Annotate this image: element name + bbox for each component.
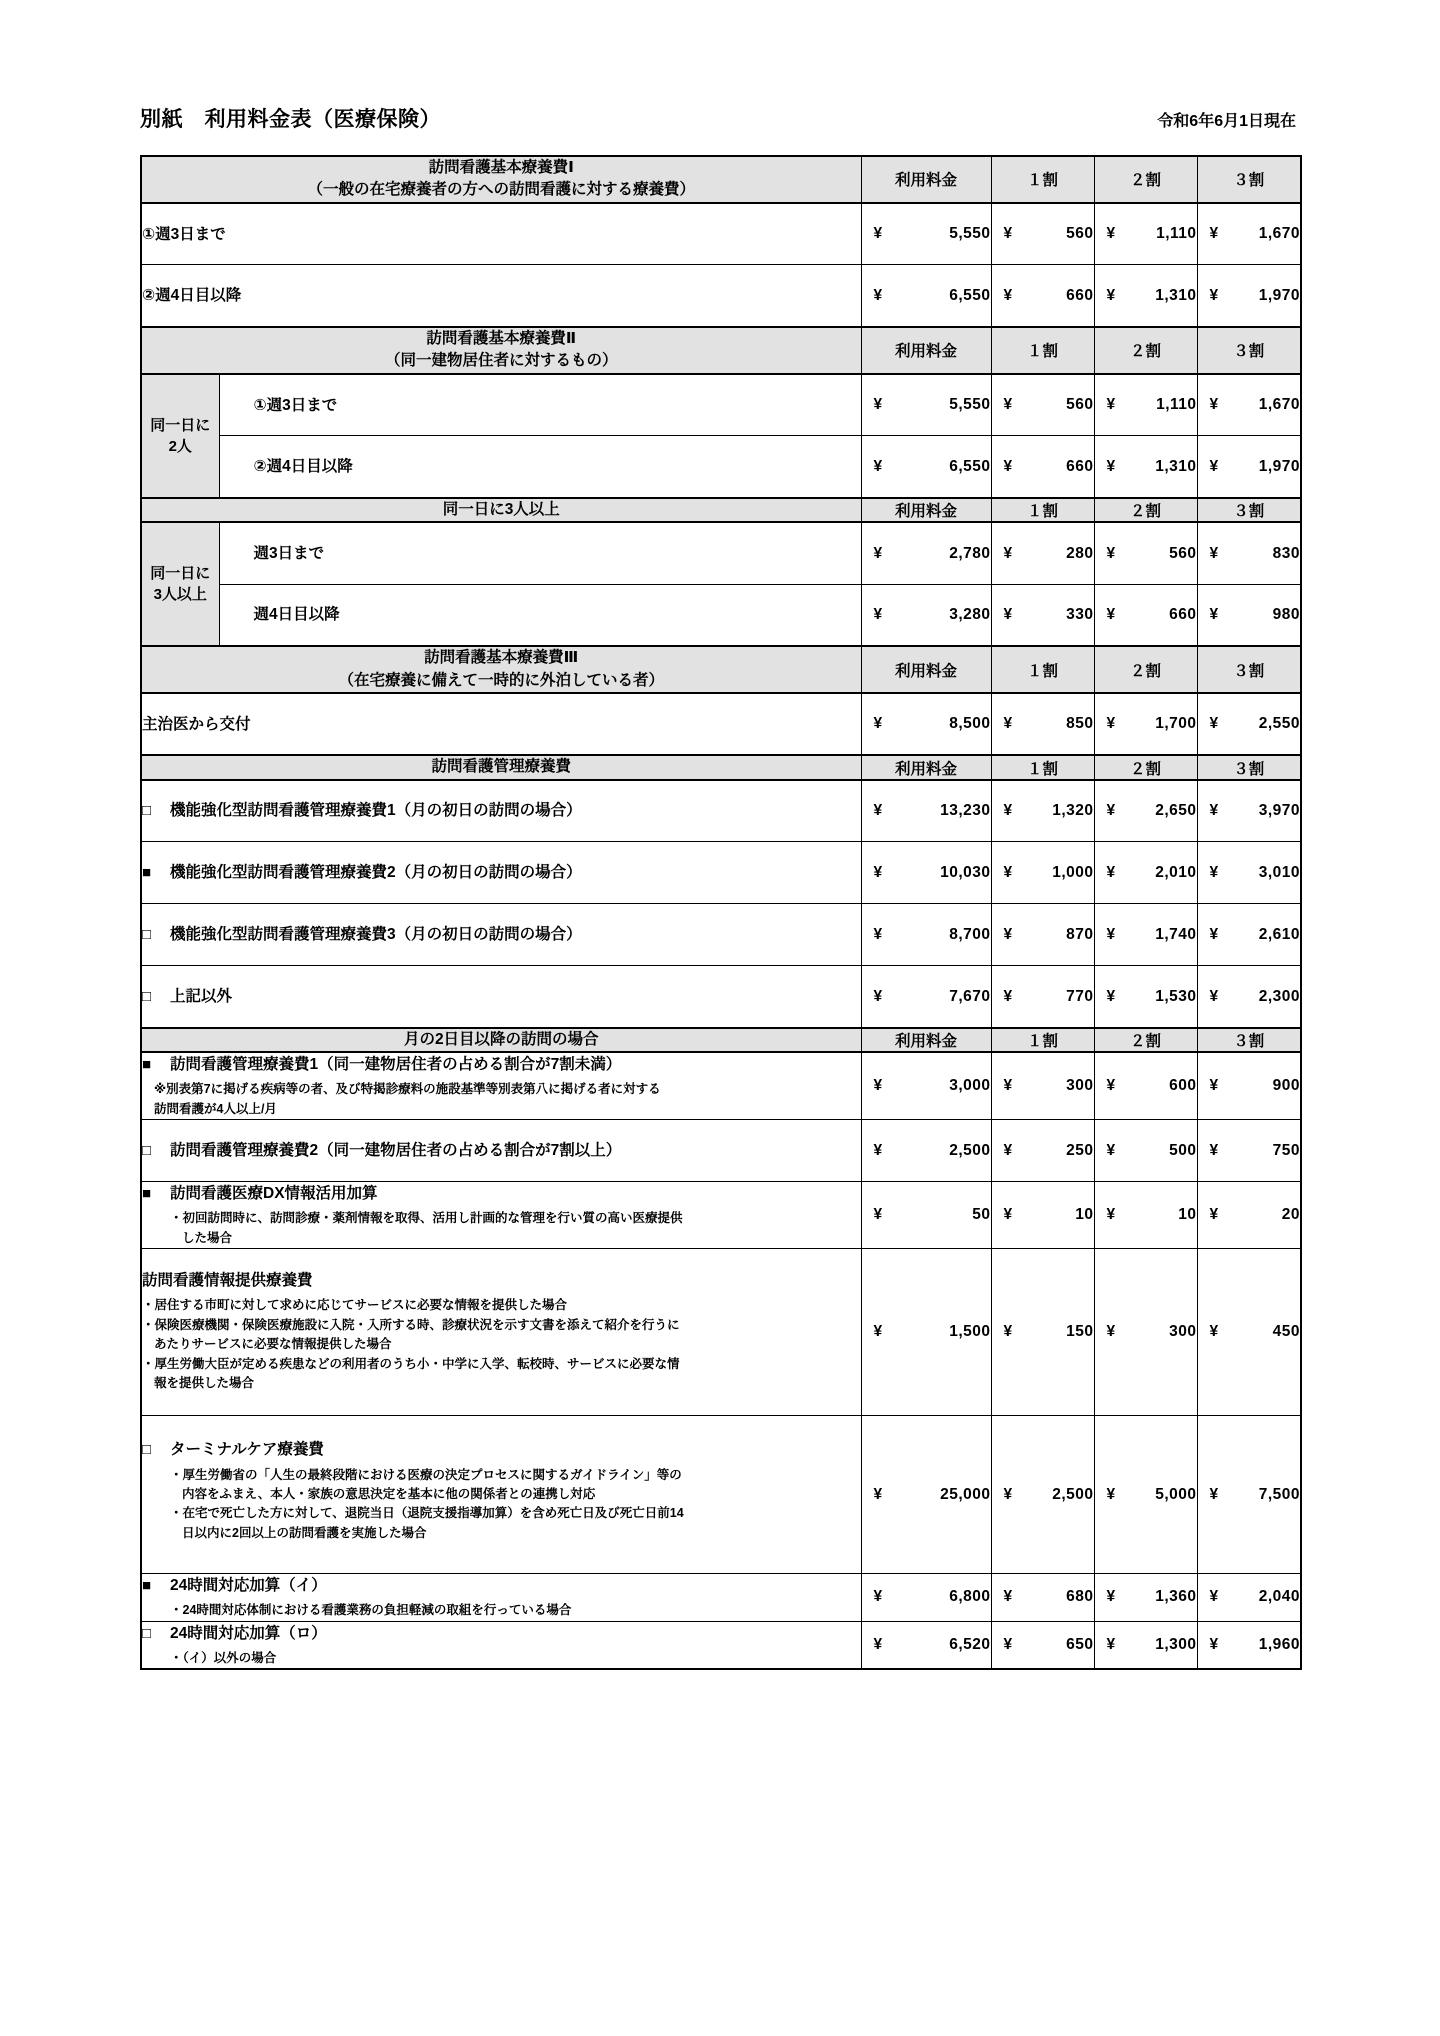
row-label: 24時間対応加算（ロ） — [170, 1624, 327, 1642]
checkbox-icon[interactable]: ■ — [142, 1577, 152, 1595]
row-notes — [142, 1649, 861, 1668]
table-row — [141, 522, 1301, 584]
row-rate2: ¥ 1,310 — [1094, 265, 1197, 327]
section-header-three-or-more — [141, 498, 1301, 522]
note-line: ・居住する市町に対して求めに応じてサービスに必要な情報を提供した場合 — [142, 1298, 568, 1313]
table-row — [141, 966, 1301, 1028]
row-rate3: ¥ 1,670 — [1197, 203, 1301, 265]
yen-sign: ¥ — [873, 1323, 883, 1341]
row-rate3: ¥ 450 — [1197, 1249, 1301, 1416]
section-title-line2: （同一建物居住者に対するもの） — [385, 352, 618, 370]
table-row — [141, 1182, 1301, 1249]
yen-sign: ¥ — [1209, 544, 1219, 562]
column-header-rate1: １割 — [991, 327, 1094, 374]
row-rate3: ¥ 980 — [1197, 584, 1301, 646]
yen-sign: ¥ — [873, 925, 883, 943]
row-label-with-checkbox — [141, 1052, 861, 1120]
row-price: ¥ 6,520 — [861, 1621, 991, 1669]
group-label-line2: 2人 — [168, 437, 192, 455]
checkbox-icon[interactable]: □ — [142, 1142, 152, 1160]
note-line: ・24時間対応体制における看護業務の負担軽減の取組を行っている場合 — [170, 1603, 572, 1618]
yen-sign: ¥ — [1003, 1636, 1013, 1654]
table-row — [141, 780, 1301, 842]
yen-sign: ¥ — [1003, 225, 1013, 243]
row-price: ¥ 50 — [861, 1182, 991, 1249]
section-header-second-day — [141, 1028, 1301, 1052]
note-line: 訪問看護が4人以上/月 — [154, 1101, 277, 1116]
yen-sign: ¥ — [1209, 925, 1219, 943]
yen-sign: ¥ — [1003, 1206, 1013, 1224]
section-header-basic3 — [141, 646, 1301, 693]
row-label: 訪問看護管理療養費2（同一建物居住者の占める割合が7割以上） — [170, 1142, 622, 1160]
yen-sign: ¥ — [873, 225, 883, 243]
yen-sign: ¥ — [1106, 925, 1116, 943]
column-header-rate2: ２割 — [1094, 498, 1197, 522]
yen-sign: ¥ — [873, 396, 883, 414]
row-rate1: ¥ 870 — [991, 904, 1094, 966]
column-header-rate1: １割 — [991, 646, 1094, 693]
yen-sign: ¥ — [1106, 544, 1116, 562]
row-label: 機能強化型訪問看護管理療養費3（月の初日の訪問の場合） — [170, 926, 582, 944]
note-line: ・在宅で死亡した方に対して、退院当日（退院支援指導加算）を含め死亡日及び死亡日前14 — [170, 1506, 684, 1521]
yen-sign: ¥ — [1003, 396, 1013, 414]
row-rate1: ¥ 660 — [991, 436, 1094, 498]
column-header-rate2: ２割 — [1094, 755, 1197, 779]
row-rate2: ¥ 1,310 — [1094, 436, 1197, 498]
yen-sign: ¥ — [1106, 802, 1116, 819]
row-rate3: ¥ 2,040 — [1197, 1574, 1301, 1622]
row-rate3: ¥ 1,970 — [1197, 436, 1301, 498]
yen-sign: ¥ — [1106, 1588, 1116, 1606]
note-line: ・保険医療機関・保険医療施設に入院・入所する時、診療状況を示す文書を添えて紹介を行うに — [142, 1317, 680, 1332]
yen-sign: ¥ — [873, 1077, 883, 1095]
column-header-rate1: １割 — [991, 755, 1094, 779]
yen-sign: ¥ — [1209, 1077, 1219, 1095]
row-rate3: ¥ 3,010 — [1197, 842, 1301, 904]
section-title-basic1 — [141, 156, 861, 203]
section-title-management: 訪問看護管理療養費 — [141, 755, 861, 779]
table-row — [141, 374, 1301, 436]
document-header — [140, 0, 1300, 155]
section-title-basic2 — [141, 327, 861, 374]
yen-sign: ¥ — [1209, 225, 1219, 243]
table-row — [141, 842, 1301, 904]
yen-sign: ¥ — [1106, 1206, 1116, 1224]
table-row — [141, 1621, 1301, 1669]
row-notes — [142, 1209, 861, 1248]
table-row — [141, 1416, 1301, 1574]
yen-sign: ¥ — [873, 1206, 883, 1224]
yen-sign: ¥ — [873, 544, 883, 562]
row-rate3: ¥ 1,970 — [1197, 265, 1301, 327]
yen-sign: ¥ — [1209, 863, 1219, 881]
note-line: あたりサービスに必要な情報提供した場合 — [154, 1337, 392, 1352]
section-title-second-day: 月の2日目以降の訪問の場合 — [141, 1028, 861, 1052]
yen-sign: ¥ — [1209, 1485, 1219, 1503]
row-price: ¥ 5,550 — [861, 374, 991, 436]
column-header-rate1: １割 — [991, 156, 1094, 203]
row-price: ¥ 13,230 — [861, 780, 991, 842]
row-rate2: ¥ 1,700 — [1094, 693, 1197, 755]
yen-sign: ¥ — [1106, 987, 1116, 1005]
row-notes — [142, 1296, 861, 1393]
row-rate1: ¥ 1,320 — [991, 780, 1094, 842]
row-rate3: ¥ 750 — [1197, 1120, 1301, 1182]
row-label-with-checkbox — [141, 904, 861, 966]
yen-sign: ¥ — [1209, 286, 1219, 304]
yen-sign: ¥ — [1106, 286, 1116, 304]
row-label-with-checkbox — [141, 1182, 861, 1249]
row-label: 訪問看護医療DX情報活用加算 — [170, 1185, 378, 1203]
yen-sign: ¥ — [1003, 715, 1013, 733]
section-header-basic2 — [141, 327, 1301, 374]
row-price: ¥ 8,700 — [861, 904, 991, 966]
group-label-line1: 同一日に — [150, 565, 211, 583]
table-row — [141, 1249, 1301, 1416]
row-label-with-checkbox — [141, 1621, 861, 1669]
column-header-rate1: １割 — [991, 1028, 1094, 1052]
row-rate2: ¥ 1,110 — [1094, 203, 1197, 265]
note-line: 報を提供した場合 — [154, 1375, 255, 1390]
row-label-with-checkbox — [141, 780, 861, 842]
row-price: ¥ 8,500 — [861, 693, 991, 755]
yen-sign: ¥ — [873, 1588, 883, 1606]
yen-sign: ¥ — [1106, 225, 1116, 243]
yen-sign: ¥ — [873, 987, 883, 1005]
yen-sign: ¥ — [1003, 863, 1013, 881]
row-label-with-checkbox — [141, 842, 861, 904]
yen-sign: ¥ — [1209, 1206, 1219, 1224]
yen-sign: ¥ — [1003, 544, 1013, 562]
row-price: ¥ 2,780 — [861, 522, 991, 584]
row-label-with-checkbox — [141, 1574, 861, 1622]
row-rate3: ¥ 2,550 — [1197, 693, 1301, 755]
row-rate1: ¥ 1,000 — [991, 842, 1094, 904]
group-label-line2: 3人以上 — [153, 586, 207, 604]
note-line: 日以内に2回以上の訪問看護を実施した場合 — [182, 1525, 427, 1540]
yen-sign: ¥ — [1003, 457, 1013, 475]
checkbox-icon[interactable]: □ — [142, 926, 152, 944]
row-rate2: ¥ 5,000 — [1094, 1416, 1197, 1574]
row-price: ¥ 3,000 — [861, 1052, 991, 1120]
yen-sign: ¥ — [1003, 802, 1013, 819]
yen-sign: ¥ — [873, 286, 883, 304]
row-price: ¥ 25,000 — [861, 1416, 991, 1574]
checkbox-icon[interactable]: □ — [142, 1441, 152, 1459]
row-rate3: ¥ 7,500 — [1197, 1416, 1301, 1574]
column-header-rate3: ３割 — [1197, 498, 1301, 522]
yen-sign: ¥ — [1106, 863, 1116, 881]
row-rate3: ¥ 3,970 — [1197, 780, 1301, 842]
row-label: 機能強化型訪問看護管理療養費2（月の初日の訪問の場合） — [170, 864, 582, 882]
row-rate1: ¥ 660 — [991, 265, 1094, 327]
yen-sign: ¥ — [1106, 1141, 1116, 1159]
row-price: ¥ 6,550 — [861, 265, 991, 327]
row-rate3: ¥ 830 — [1197, 522, 1301, 584]
row-label: ①週3日まで — [219, 374, 861, 436]
row-rate3: ¥ 1,670 — [1197, 374, 1301, 436]
row-rate2: ¥ 10 — [1094, 1182, 1197, 1249]
row-rate1: ¥ 10 — [991, 1182, 1094, 1249]
column-header-price: 利用料金 — [861, 646, 991, 693]
yen-sign: ¥ — [1106, 1323, 1116, 1341]
yen-sign: ¥ — [1106, 1485, 1116, 1503]
row-label: 週4日目以降 — [219, 584, 861, 646]
section-title-line2: （在宅療養に備えて一時的に外泊している者） — [338, 671, 665, 689]
table-row — [141, 693, 1301, 755]
row-rate3: ¥ 900 — [1197, 1052, 1301, 1120]
yen-sign: ¥ — [1209, 987, 1219, 1005]
checkbox-icon[interactable]: ■ — [142, 1056, 152, 1074]
row-rate3: ¥ 1,960 — [1197, 1621, 1301, 1669]
yen-sign: ¥ — [873, 802, 883, 819]
yen-sign: ¥ — [1209, 606, 1219, 624]
row-rate1: ¥ 560 — [991, 374, 1094, 436]
section-title-three-or-more: 同一日に3人以上 — [141, 498, 861, 522]
row-price: ¥ 2,500 — [861, 1120, 991, 1182]
note-line: した場合 — [182, 1230, 233, 1245]
row-rate1: ¥ 330 — [991, 584, 1094, 646]
table-row — [141, 265, 1301, 327]
row-rate1: ¥ 300 — [991, 1052, 1094, 1120]
row-label: ②週4日目以降 — [141, 265, 861, 327]
yen-sign: ¥ — [1209, 715, 1219, 733]
section-header-basic1 — [141, 156, 1301, 203]
yen-sign: ¥ — [1003, 1588, 1013, 1606]
row-label: 上記以外 — [170, 987, 233, 1005]
yen-sign: ¥ — [1106, 1077, 1116, 1095]
row-price: ¥ 10,030 — [861, 842, 991, 904]
column-header-rate2: ２割 — [1094, 1028, 1197, 1052]
column-header-rate3: ３割 — [1197, 327, 1301, 374]
row-price: ¥ 3,280 — [861, 584, 991, 646]
yen-sign: ¥ — [1106, 715, 1116, 733]
column-header-price: 利用料金 — [861, 327, 991, 374]
row-rate2: ¥ 1,300 — [1094, 1621, 1197, 1669]
row-rate3: ¥ 2,300 — [1197, 966, 1301, 1028]
table-row — [141, 584, 1301, 646]
column-header-price: 利用料金 — [861, 498, 991, 522]
row-rate1: ¥ 680 — [991, 1574, 1094, 1622]
yen-sign: ¥ — [1003, 1077, 1013, 1095]
yen-sign: ¥ — [1209, 396, 1219, 414]
row-rate1: ¥ 650 — [991, 1621, 1094, 1669]
row-rate1: ¥ 250 — [991, 1120, 1094, 1182]
column-header-price: 利用料金 — [861, 1028, 991, 1052]
row-rate3: ¥ 20 — [1197, 1182, 1301, 1249]
row-rate2: ¥ 1,530 — [1094, 966, 1197, 1028]
row-notes — [142, 1466, 861, 1544]
row-rate1: ¥ 150 — [991, 1249, 1094, 1416]
column-header-rate2: ２割 — [1094, 327, 1197, 374]
row-label: 主治医から交付 — [141, 693, 861, 755]
yen-sign: ¥ — [873, 1485, 883, 1503]
row-label-with-checkbox — [141, 966, 861, 1028]
table-row — [141, 1120, 1301, 1182]
yen-sign: ¥ — [1209, 1636, 1219, 1654]
note-line: ※別表第7に掲げる疾病等の者、及び特揭診療料の施設基準等別表第八に掲げる者に対する — [154, 1082, 661, 1097]
section-title-line2: （一般の在宅療養者の方への訪問看護に対する療養費） — [307, 181, 696, 199]
row-rate1: ¥ 770 — [991, 966, 1094, 1028]
yen-sign: ¥ — [873, 715, 883, 733]
row-price: ¥ 6,800 — [861, 1574, 991, 1622]
row-label-with-checkbox — [141, 1416, 861, 1574]
yen-sign: ¥ — [1209, 1141, 1219, 1159]
row-rate1: ¥ 2,500 — [991, 1416, 1094, 1574]
note-line: ・初回訪問時に、訪問診療・薬剤情報を取得、活用し計画的な管理を行い質の高い医療提供 — [170, 1211, 683, 1226]
page-title: 別紙 利用料金表（医療保険） — [140, 108, 441, 131]
row-price: ¥ 7,670 — [861, 966, 991, 1028]
note-line: 内容をふまえ、本人・家族の意思決定を基本に他の関係者との連携し対応 — [182, 1486, 596, 1501]
section-header-management — [141, 755, 1301, 779]
row-label: ②週4日目以降 — [219, 436, 861, 498]
yen-sign: ¥ — [1003, 925, 1013, 943]
row-rate2: ¥ 660 — [1094, 584, 1197, 646]
yen-sign: ¥ — [1209, 802, 1219, 819]
group-label-three-or-more — [141, 522, 219, 646]
column-header-rate3: ３割 — [1197, 646, 1301, 693]
group-label-line1: 同一日に — [150, 416, 211, 434]
column-header-rate3: ３割 — [1197, 755, 1301, 779]
section-title-line1: 訪問看護基本療養費Ⅲ — [424, 649, 579, 667]
checkbox-icon[interactable]: □ — [142, 987, 152, 1005]
column-header-price: 利用料金 — [861, 156, 991, 203]
yen-sign: ¥ — [1003, 1141, 1013, 1159]
yen-sign: ¥ — [1003, 606, 1013, 624]
section-title-line1: 訪問看護基本療養費Ⅱ — [426, 329, 577, 347]
row-label: 週3日まで — [219, 522, 861, 584]
yen-sign: ¥ — [1209, 457, 1219, 475]
column-header-price: 利用料金 — [861, 755, 991, 779]
row-label-block — [141, 1249, 861, 1416]
yen-sign: ¥ — [1106, 1636, 1116, 1654]
table-row — [141, 904, 1301, 966]
table-row — [141, 436, 1301, 498]
row-rate3: ¥ 2,610 — [1197, 904, 1301, 966]
yen-sign: ¥ — [1209, 1323, 1219, 1341]
row-rate1: ¥ 850 — [991, 693, 1094, 755]
yen-sign: ¥ — [873, 606, 883, 624]
yen-sign: ¥ — [1003, 987, 1013, 1005]
note-line: ・（イ）以外の場合 — [170, 1650, 277, 1665]
fee-table — [140, 155, 1302, 1670]
row-rate2: ¥ 2,650 — [1094, 780, 1197, 842]
row-label: 訪問看護情報提供療養費 — [142, 1272, 313, 1290]
column-header-rate3: ３割 — [1197, 156, 1301, 203]
row-notes — [142, 1601, 861, 1620]
column-header-rate2: ２割 — [1094, 156, 1197, 203]
yen-sign: ¥ — [873, 457, 883, 475]
row-price: ¥ 5,550 — [861, 203, 991, 265]
yen-sign: ¥ — [1003, 1323, 1013, 1341]
row-notes — [142, 1080, 861, 1119]
section-title-line1: 訪問看護基本療養費Ⅰ — [428, 159, 574, 176]
yen-sign: ¥ — [1003, 1485, 1013, 1503]
effective-date: 令和6年6月1日現在 — [1157, 113, 1296, 130]
table-row — [141, 1574, 1301, 1622]
yen-sign: ¥ — [873, 1636, 883, 1654]
yen-sign: ¥ — [873, 1141, 883, 1159]
yen-sign: ¥ — [1106, 396, 1116, 414]
row-rate2: ¥ 500 — [1094, 1120, 1197, 1182]
row-rate2: ¥ 1,740 — [1094, 904, 1197, 966]
checkbox-icon[interactable]: ■ — [142, 864, 152, 882]
row-price: ¥ 1,500 — [861, 1249, 991, 1416]
table-row — [141, 203, 1301, 265]
table-row — [141, 1052, 1301, 1120]
note-line: ・厚生労働大臣が定める疾患などの利用者のうち小・中学に入学、転校時、サービスに必要な情 — [142, 1356, 680, 1371]
row-rate2: ¥ 1,360 — [1094, 1574, 1197, 1622]
row-rate2: ¥ 560 — [1094, 522, 1197, 584]
row-rate2: ¥ 600 — [1094, 1052, 1197, 1120]
row-rate2: ¥ 2,010 — [1094, 842, 1197, 904]
row-label: 機能強化型訪問看護管理療養費1（月の初日の訪問の場合） — [170, 802, 582, 820]
column-header-rate3: ３割 — [1197, 1028, 1301, 1052]
row-label: ターミナルケア療養費 — [170, 1441, 324, 1459]
row-label: 24時間対応加算（イ） — [170, 1577, 327, 1595]
note-line: ・厚生労働省の「人生の最終段階における医療の決定プロセスに関するガイドライン」等の — [170, 1467, 682, 1482]
section-title-basic3 — [141, 646, 861, 693]
checkbox-icon[interactable]: ■ — [142, 1185, 152, 1203]
row-rate2: ¥ 1,110 — [1094, 374, 1197, 436]
checkbox-icon[interactable]: □ — [142, 802, 152, 820]
checkbox-icon[interactable]: □ — [142, 1624, 152, 1642]
row-label: 訪問看護管理療養費1（同一建物居住者の占める割合が7割未満） — [170, 1056, 622, 1074]
row-rate1: ¥ 280 — [991, 522, 1094, 584]
column-header-rate1: １割 — [991, 498, 1094, 522]
yen-sign: ¥ — [1003, 286, 1013, 304]
yen-sign: ¥ — [1209, 1588, 1219, 1606]
group-label-two-persons — [141, 374, 219, 498]
yen-sign: ¥ — [873, 863, 883, 881]
row-label: ①週3日まで — [141, 203, 861, 265]
row-price: ¥ 6,550 — [861, 436, 991, 498]
row-rate2: ¥ 300 — [1094, 1249, 1197, 1416]
column-header-rate2: ２割 — [1094, 646, 1197, 693]
yen-sign: ¥ — [1106, 457, 1116, 475]
row-rate1: ¥ 560 — [991, 203, 1094, 265]
yen-sign: ¥ — [1106, 606, 1116, 624]
row-label-with-checkbox — [141, 1120, 861, 1182]
